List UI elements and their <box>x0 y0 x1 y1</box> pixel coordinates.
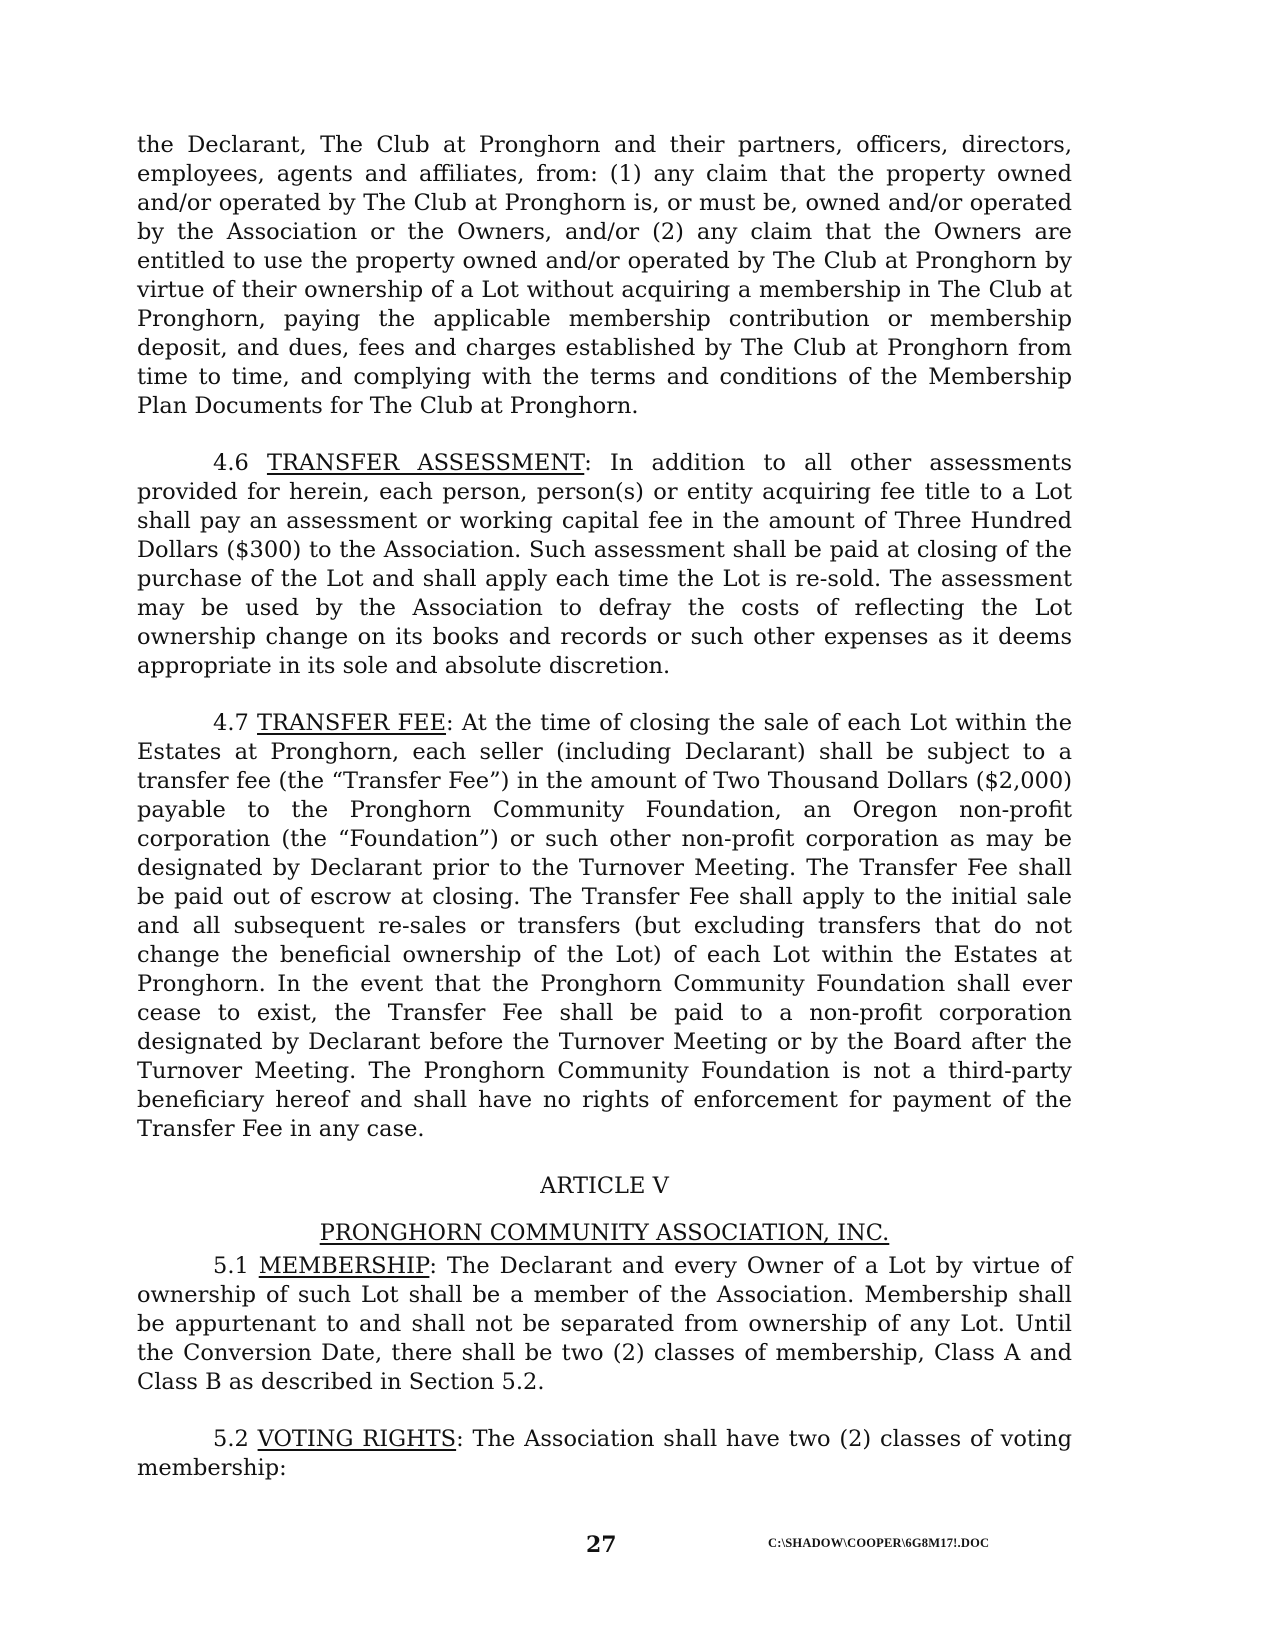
page-footer <box>0 1532 1272 1562</box>
article-title <box>137 1219 1072 1248</box>
spacer <box>137 681 1072 709</box>
section-4-6-number: 4.6 <box>213 450 267 476</box>
section-5-1-heading: MEMBERSHIP <box>258 1253 430 1279</box>
section-4-6-paragraph <box>137 449 1072 681</box>
section-5-2-number: 5.2 <box>213 1426 258 1452</box>
document-path: C:\SHADOW\COOPER\6G8M17!.DOC <box>768 1536 990 1550</box>
section-4-6-colon: : <box>584 450 592 476</box>
spacer <box>137 421 1072 449</box>
section-4-6-body: In addition to all other assessments provided for herein, each person, person(s) or entity acquiring fee title to a Lot shall pay an assessment or working capital fee in the amount of Three Hundred Dollars ($300) to the Association. Such assessment shall be paid at closing of the purchase of the Lot and shall apply each time the Lot is re-sold. The assessment may be used by the Association to defray the costs of reflecting the Lot ownership change on its books and records or such other expenses as it deems appropriate in its sole and absolute discretion. <box>137 450 1072 679</box>
spacer <box>137 1144 1072 1172</box>
document-page <box>137 131 1072 1483</box>
section-5-2-paragraph <box>137 1425 1072 1483</box>
article-label: ARTICLE V <box>540 1173 669 1199</box>
section-4-7-paragraph <box>137 709 1072 1144</box>
section-4-7-body: At the time of closing the sale of each Lot within the Estates at Pronghorn, each seller (including Declarant) shall be subject to a transfer fee (the “Transfer Fee”) in the amount of Two Thousand Dollars ($2,000) payable to the Pronghorn Community Foundation, an Oregon non-profit corporation (the “Foundation”) or such other non-profit corporation as may be designated by Declarant prior to the Turnover Meeting. The Transfer Fee shall be paid out of escrow at closing. The Transfer Fee shall apply to the initial sale and all subsequent re-sales or transfers (but excluding transfers that do not change the beneficial ownership of the Lot) of each Lot within the Estates at Pronghorn. In the event that the Pronghorn Community Foundation shall ever cease to exist, the Transfer Fee shall be paid to a non-profit corporation designated by Declarant before the Turnover Meeting or by the Board after the Turnover Meeting. The Pronghorn Community Foundation is not a third-party beneficiary hereof and shall have no rights of enforcement for payment of the Transfer Fee in any case. <box>137 710 1073 1142</box>
spacer <box>137 1201 1072 1219</box>
section-5-1-number: 5.1 <box>213 1253 259 1279</box>
section-5-1-colon: : <box>429 1253 437 1279</box>
section-4-7-colon: : <box>446 710 454 736</box>
section-5-1-body: The Declarant and every Owner of a Lot by virtue of ownership of such Lot shall be a member of the Association. Membership shall be appurtenant to and shall not be separated from ownership of any Lot. Until the Conversion Date, there shall be two (2) classes of membership, Class A and Class B as described in Section 5.2. <box>137 1253 1072 1395</box>
intro-paragraph: the Declarant, The Club at Pronghorn and their partners, officers, directors, employees, agents and affiliates, from: (1) any claim that the property owned and/or operated by The Club at Pronghorn is, or must be, owned and/or operated by the Association or the Owners, and/or (2) any claim that the Owners are entitled to use the property owned and/or operated by The Club at Pronghorn by virtue of their ownership of a Lot without acquiring a membership in The Club at Pronghorn, paying the applicable membership contribution or membership deposit, and dues, fees and charges established by The Club at Pronghorn from time to time, and complying with the terms and conditions of the Membership Plan Documents for The Club at Pronghorn. <box>137 132 1072 419</box>
section-4-6-heading: TRANSFER ASSESSMENT <box>266 450 585 476</box>
section-5-2-heading: VOTING RIGHTS <box>257 1426 457 1452</box>
section-5-2-body: The Association shall have two (2) classes of voting membership: <box>137 1426 1073 1481</box>
section-5-1-paragraph <box>137 1252 1072 1397</box>
spacer <box>137 1397 1072 1425</box>
article-title-text: PRONGHORN COMMUNITY ASSOCIATION, INC. <box>319 1220 890 1246</box>
section-4-7-number: 4.7 <box>213 710 258 736</box>
section-5-2-colon: : <box>456 1426 464 1452</box>
page-number: 27 <box>586 1532 617 1558</box>
section-4-7-heading: TRANSFER FEE <box>257 710 447 736</box>
